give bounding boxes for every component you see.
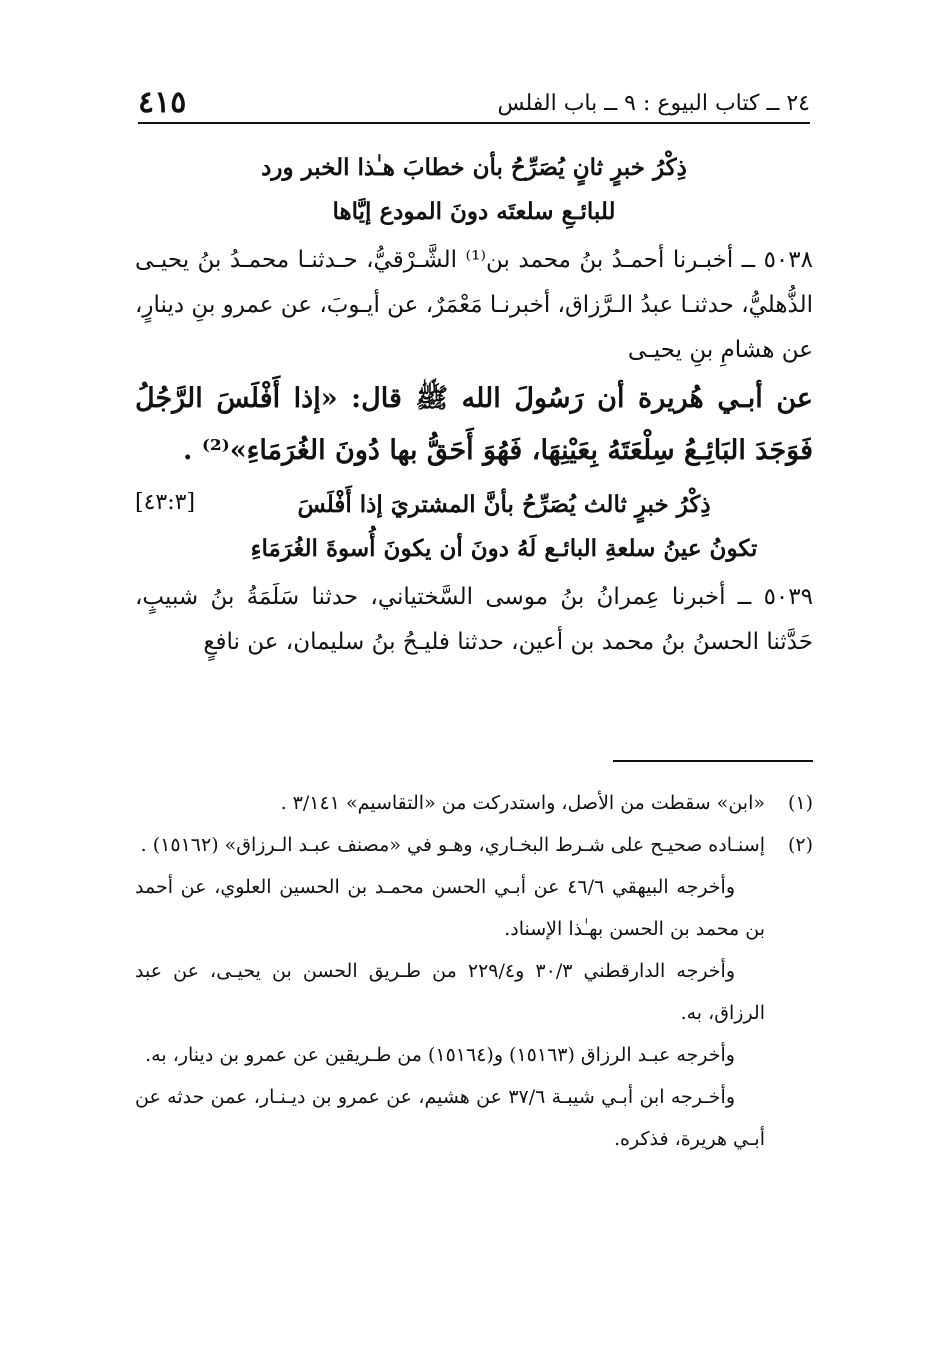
section-heading-1 bbox=[135, 146, 813, 234]
running-title: ٢٤ ــ كتاب البيوع : ٩ ــ باب الفلس bbox=[497, 91, 810, 116]
footnotes bbox=[135, 782, 813, 1160]
footnote-continuation: وأخرجه البيهقي ٤٦/٦ عن أبـي الحسن محمـد بن الحسين العلوي، عن أحمد بن محمد بن الحسن بهـٰذا الإسناد. bbox=[135, 876, 765, 940]
hadith-number: ٥٠٣٨ ــ bbox=[741, 247, 813, 273]
page-header bbox=[138, 78, 810, 124]
heading-line: للبائـعِ سلعتَه دونَ المودع إيَّاها bbox=[332, 198, 616, 225]
hadith-text: عن أبـي هُريرة أن رَسُولَ الله ﷺ قال: «إذا أَفْلَسَ الرَّجُلُ فَوَجَدَ البَائِـعُ سِلْعَتَهُ بِعَيْنِهَا، فَهُوَ أَحَقُّ بها دُونَ الغُرَمَاءِ»⁽²⁾ . bbox=[135, 383, 813, 466]
isnad-paragraph bbox=[135, 575, 813, 665]
isnad-text: أخبرنا عِمرانُ بنُ موسى السَّختياني، حدثنا سَلَمَةُ بنُ شبيبٍ، حَدَّثنا الحسنُ بنُ محمد بن أعين، حدثنا فليـحُ بنُ سليمان، عن نافعٍ bbox=[135, 584, 813, 655]
hadith-number: ٥٠٣٩ ــ bbox=[737, 584, 813, 610]
heading-line: ذِكْرُ خبرٍ ثانٍ يُصَرِّحُ بأن خطابَ هـٰذا الخبر ورد bbox=[261, 154, 687, 181]
footnote-separator bbox=[613, 760, 813, 762]
page-number: ٤١٥ bbox=[138, 85, 187, 120]
isnad-paragraph bbox=[135, 238, 813, 373]
footnote-text: «ابن» سقطت من الأصل، واستدركت من «التقاسيم» ٣/١٤١ . bbox=[280, 792, 765, 814]
footnote-continuation: وأخرجه عبـد الرزاق (١٥١٦٣) و(١٥١٦٤) من طـريقين عن عمرو بن دينار، به. bbox=[145, 1044, 735, 1066]
hadith-reference: [٤٣:٣] bbox=[135, 490, 196, 515]
footnote-number: (١) bbox=[787, 792, 813, 814]
footnote bbox=[135, 782, 813, 824]
footnote bbox=[135, 824, 813, 866]
footnote-continuation: وأخـرجه ابن أبـي شيبـة ٣٧/٦ عن هشيم، عن عمرو بن ديـنـار، عمن حدثه عن أبـي هريرة، فذكره. bbox=[135, 1086, 765, 1150]
footnote-number: (٢) bbox=[787, 834, 813, 856]
heading-line: ذِكْرُ خبرٍ ثالث يُصَرِّحُ بأنَّ المشتريَ إذا أَفْلَسَ bbox=[297, 491, 711, 518]
isnad-text: أخبـرنا أحمـدُ بنُ محمد بن⁽¹⁾ الشَّـرْقيُّ، حـدثنـا محمـدُ بنُ يحيـى الذُّهليُّ، حدثنـا عبدُ الـرَّزاق، أخبرنـا مَعْمَرٌ، عن أيـوبَ، عن عمرو بنِ دينارٍ، عن هشامِ بنِ يحيـى bbox=[135, 247, 813, 363]
main-text bbox=[135, 140, 813, 665]
footnote-continuation: وأخرجه الدارقطني ٣٠/٣ و٢٢٩/٤ من طـريق الحسن بن يحيـى، عن عبد الرزاق، به. bbox=[135, 960, 765, 1024]
heading-line: تكونُ عينُ سلعةِ البائـع لَهُ دونَ أن يكونَ أُسوةَ الغُرَمَاءِ bbox=[250, 535, 758, 562]
footnote-text: إسنـاده صحيـح على شـرط البخـاري، وهـو في «مصنف عبـد الـرزاق» (١٥١٦٢) . bbox=[140, 834, 765, 856]
section-heading-2 bbox=[135, 483, 813, 571]
